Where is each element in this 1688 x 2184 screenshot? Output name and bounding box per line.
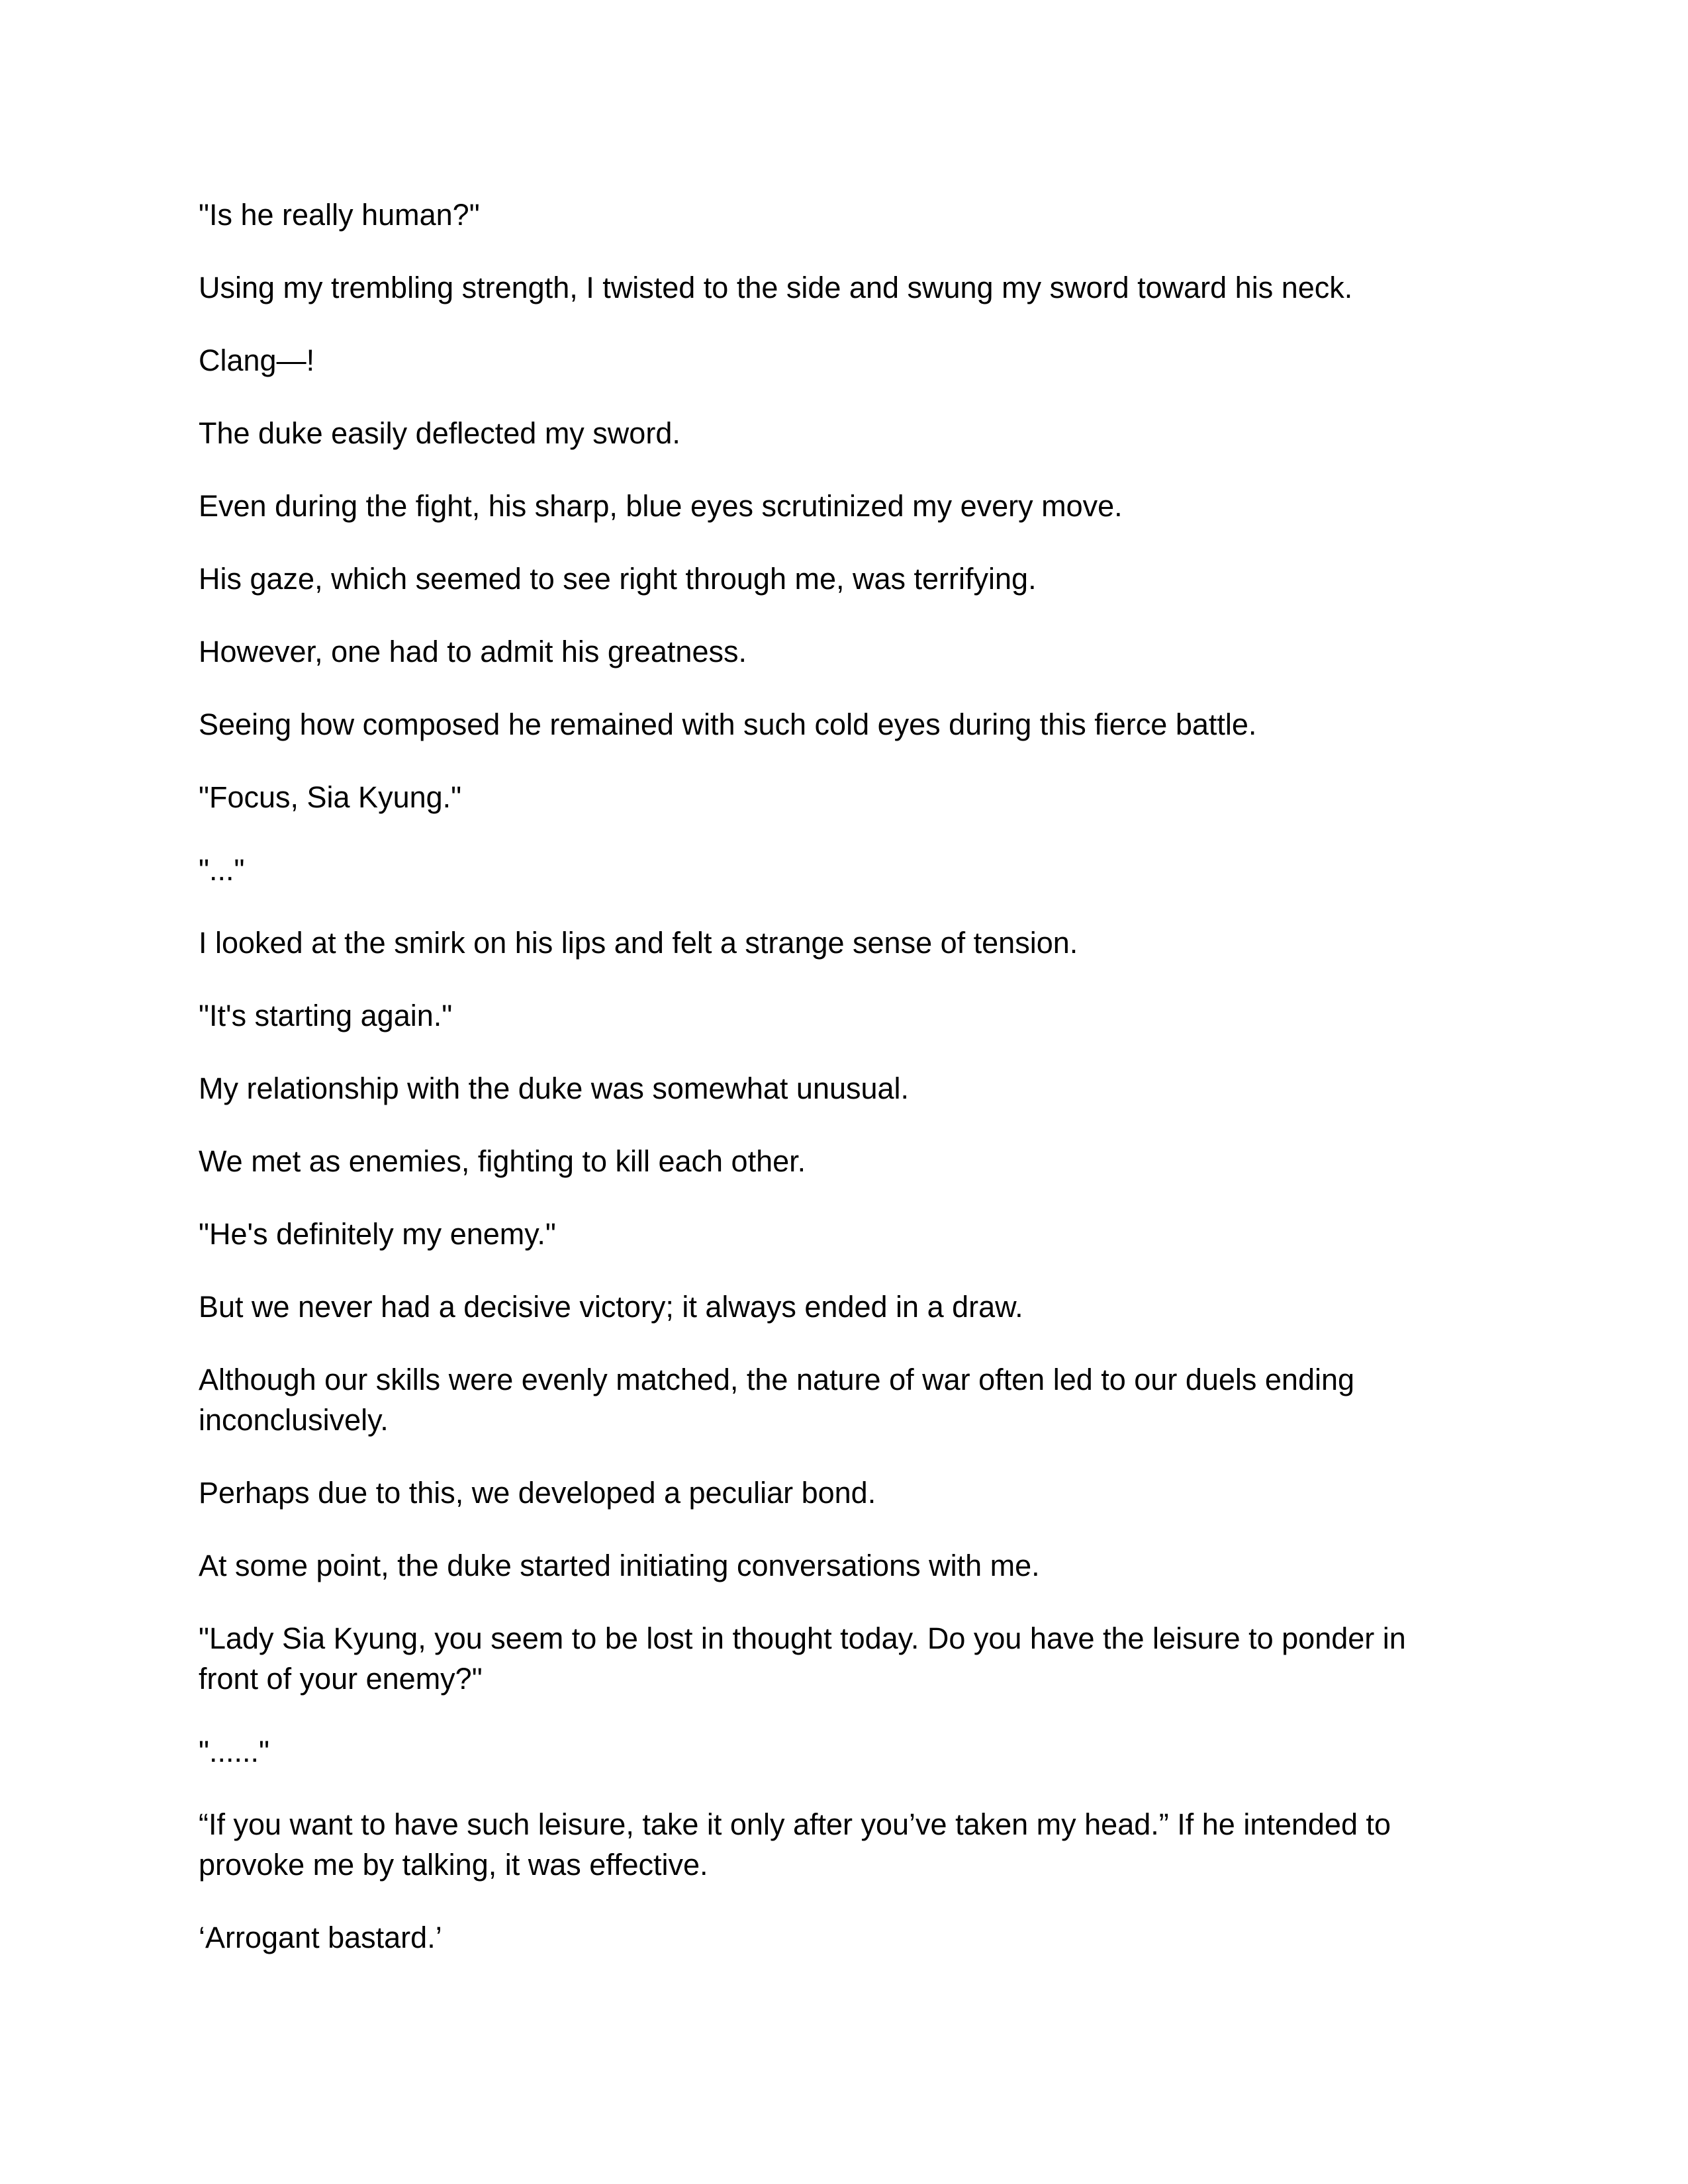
paragraph: Perhaps due to this, we developed a peculiar bond. xyxy=(199,1476,876,1510)
paragraph: I looked at the smirk on his lips and felt a strange sense of tension. xyxy=(199,926,1078,960)
paragraph: "It's starting again." xyxy=(199,999,453,1032)
paragraph: Clang—! xyxy=(199,343,315,377)
paragraph: At some point, the duke started initiating conversations with me. xyxy=(199,1549,1040,1582)
document-body xyxy=(199,195,1456,1958)
paragraph: "......" xyxy=(199,1735,269,1768)
paragraph: "Focus, Sia Kyung." xyxy=(199,780,462,814)
paragraph: However, one had to admit his greatness. xyxy=(199,635,747,668)
paragraph: My relationship with the duke was somewhat unusual. xyxy=(199,1071,910,1105)
paragraph: We met as enemies, fighting to kill each other. xyxy=(199,1144,806,1178)
paragraph: Although our skills were evenly matched, the nature of war often led to our duels ending inconclusively. xyxy=(199,1363,1355,1437)
paragraph: "Is he really human?" xyxy=(199,198,480,232)
paragraph: His gaze, which seemed to see right through me, was terrifying. xyxy=(199,562,1037,596)
paragraph: The duke easily deflected my sword. xyxy=(199,416,680,450)
paragraph: "He's definitely my enemy." xyxy=(199,1217,556,1251)
paragraph: ‘Arrogant bastard.’ xyxy=(199,1921,442,1954)
paragraph: Using my trembling strength, I twisted to the side and swung my sword toward his neck. xyxy=(199,271,1353,304)
paragraph: Even during the fight, his sharp, blue eyes scrutinized my every move. xyxy=(199,489,1123,523)
paragraph: But we never had a decisive victory; it always ended in a draw. xyxy=(199,1290,1023,1324)
paragraph: "Lady Sia Kyung, you seem to be lost in thought today. Do you have the leisure to ponder in front of your enemy?" xyxy=(199,1621,1406,1696)
paragraph: “If you want to have such leisure, take it only after you’ve taken my head.” If he intended to provoke me by talking, it was effective. xyxy=(199,1807,1391,1882)
paragraph: "..." xyxy=(199,853,245,887)
paragraph: Seeing how composed he remained with such cold eyes during this fierce battle. xyxy=(199,707,1257,741)
